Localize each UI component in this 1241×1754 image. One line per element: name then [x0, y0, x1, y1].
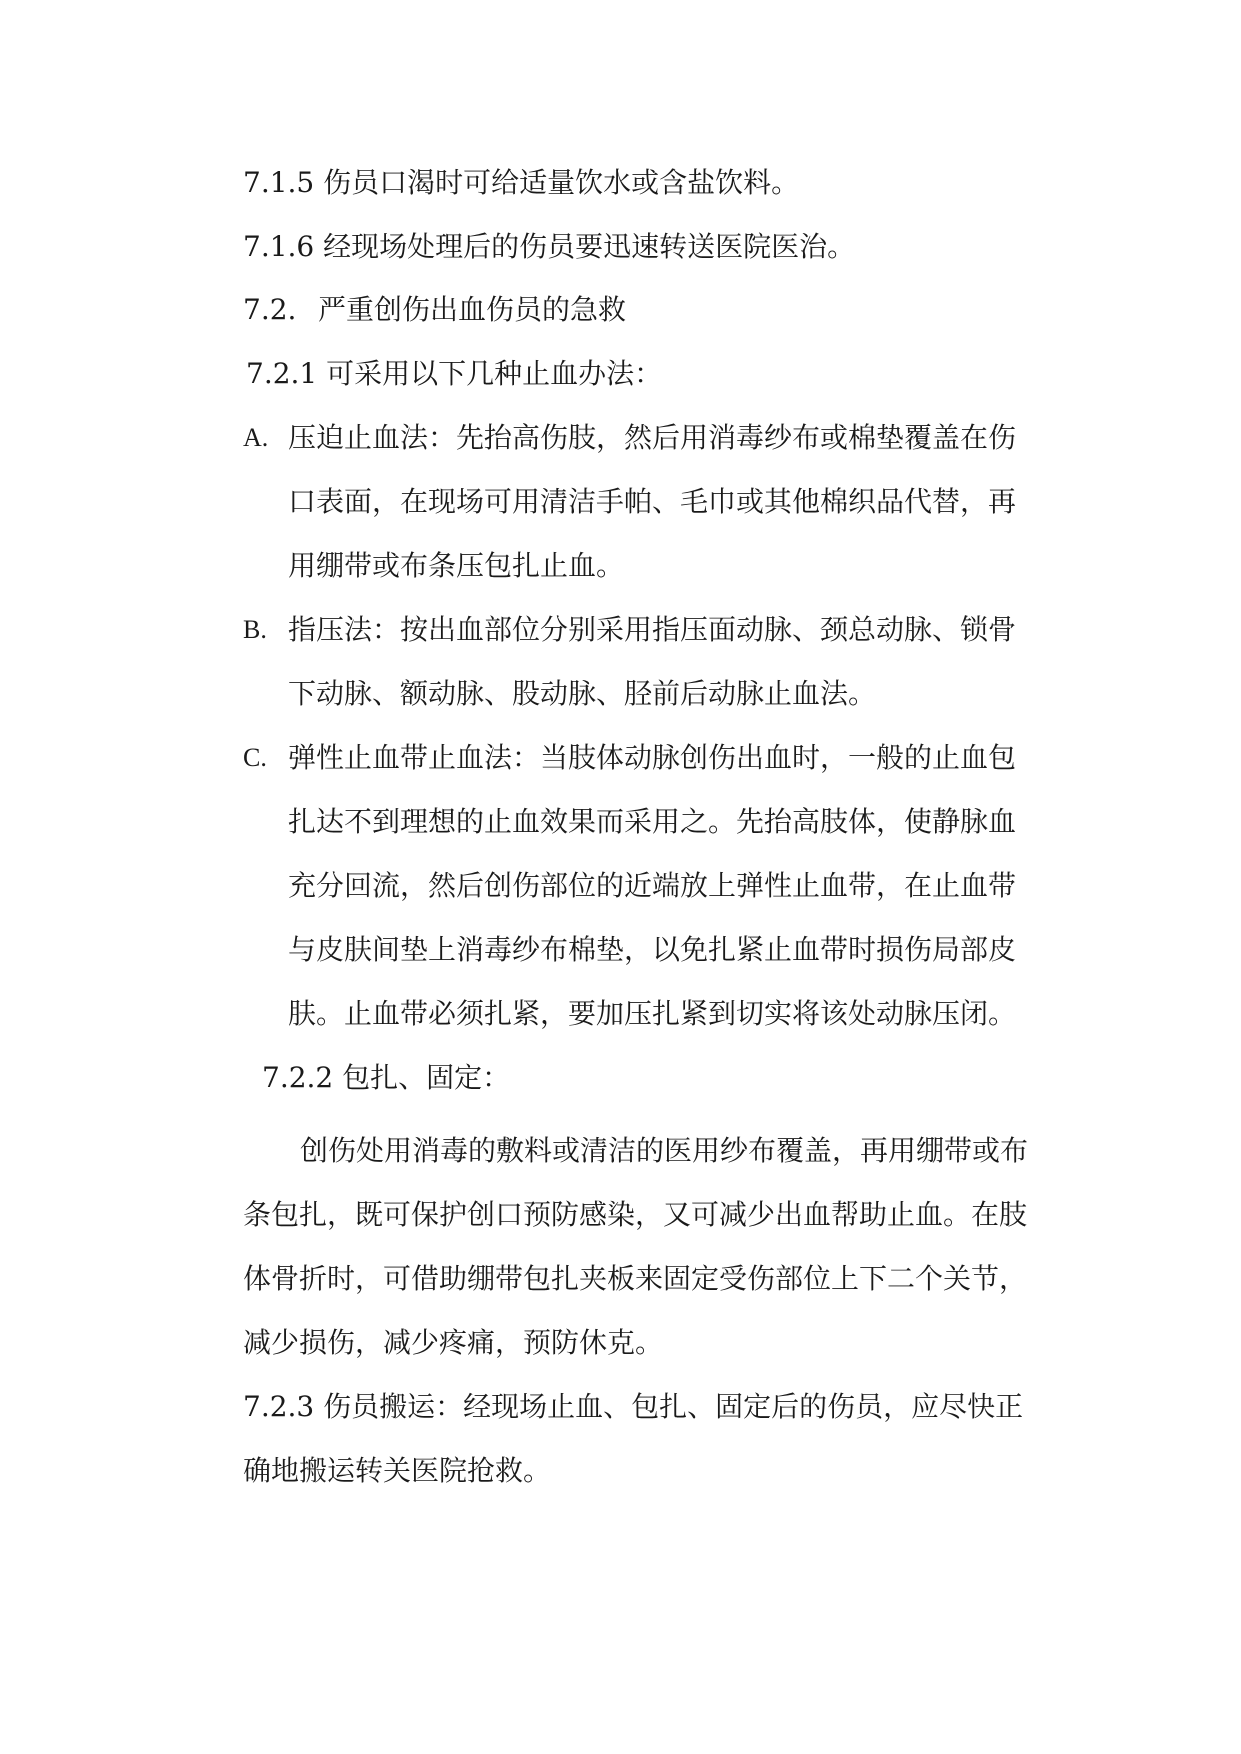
text-line-7-2-2: 7.2.2 包扎、固定：	[262, 1061, 511, 1094]
paragraph-line-1: 创伤处用消毒的敷料或清洁的医用纱布覆盖，再用绷带或布	[300, 1134, 1029, 1167]
section-heading-7-2: 严重创伤出血伤员的急救	[318, 293, 627, 326]
text-line-7-1-6: 7.1.6 经现场处理后的伤员要迅速转送医院医治。	[243, 230, 856, 263]
paragraph-line-3: 体骨折时，可借助绷带包扎夹板来固定受伤部位上下二个关节，	[243, 1262, 1028, 1295]
list-item-b-line-2: 下动脉、额动脉、股动脉、胫前后动脉止血法。	[288, 677, 877, 710]
paragraph-line-2: 条包扎，既可保护创口预防感染，又可减少出血帮助止血。在肢	[243, 1198, 1028, 1231]
list-item-c-line-1: 弹性止血带止血法：当肢体动脉创伤出血时，一般的止血包	[288, 741, 1017, 774]
paragraph-line-4: 减少损伤，减少疼痛，预防休克。	[243, 1326, 664, 1359]
text-line-7-2-3-line-2: 确地搬运转关医院抢救。	[243, 1454, 552, 1487]
text-line-7-2-3-line-1: 7.2.3 伤员搬运：经现场止血、包扎、固定后的伤员，应尽快正	[243, 1390, 1024, 1423]
text-line-7-2-1: 7.2.1 可采用以下几种止血办法：	[246, 357, 663, 390]
text-line-7-1-5: 7.1.5 伤员口渴时可给适量饮水或含盐饮料。	[243, 166, 800, 199]
section-number-7-2: 7.2.	[243, 293, 297, 326]
list-item-a-line-3: 用绷带或布条压包扎止血。	[288, 549, 625, 582]
list-item-b-line-1: 指压法：按出血部位分别采用指压面动脉、颈总动脉、锁骨	[288, 613, 1017, 646]
list-marker-b: B.	[243, 615, 267, 644]
list-item-a-line-2: 口表面，在现场可用清洁手帕、毛巾或其他棉织品代替，再	[288, 485, 1017, 518]
list-item-c-line-2: 扎达不到理想的止血效果而采用之。先抬高肢体，使静脉血	[288, 805, 1017, 838]
list-marker-c: C.	[243, 743, 267, 772]
list-item-c-line-3: 充分回流，然后创伤部位的近端放上弹性止血带，在止血带	[288, 869, 1017, 902]
list-item-a-line-1: 压迫止血法：先抬高伤肢，然后用消毒纱布或棉垫覆盖在伤	[288, 421, 1017, 454]
list-marker-a: A.	[243, 423, 269, 452]
list-item-c-line-4: 与皮肤间垫上消毒纱布棉垫，以免扎紧止血带时损伤局部皮	[288, 933, 1017, 966]
list-item-c-line-5: 肤。止血带必须扎紧，要加压扎紧到切实将该处动脉压闭。	[288, 997, 1017, 1030]
